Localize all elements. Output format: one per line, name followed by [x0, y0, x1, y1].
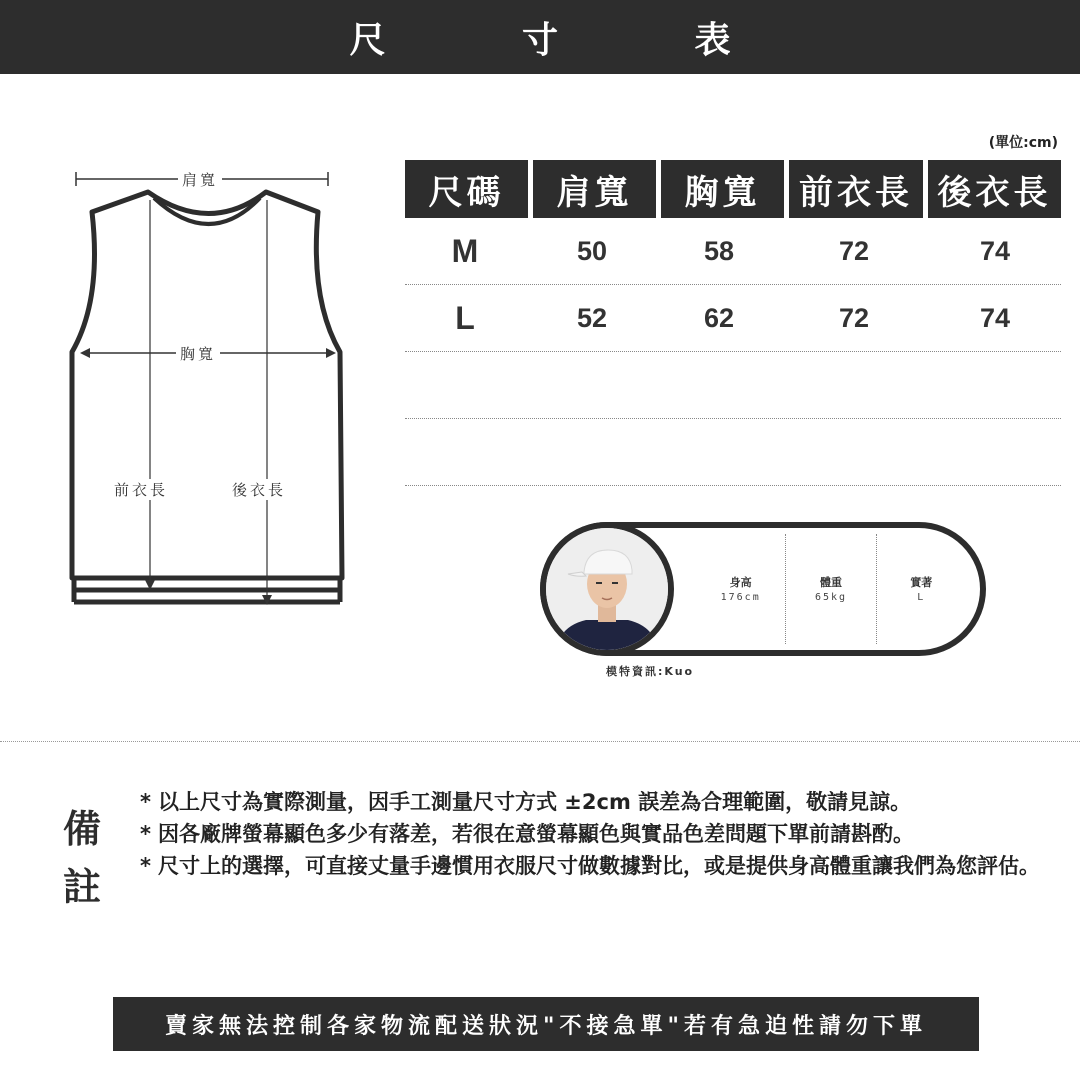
cell-back-length: 74	[979, 302, 1011, 333]
cell-size: L	[455, 299, 475, 336]
asterisk-icon: *	[140, 822, 151, 846]
table-row	[405, 285, 1061, 352]
cell-front-length: 72	[838, 302, 870, 333]
cell-back-length: 74	[979, 235, 1011, 266]
header-back-length: 後衣長	[928, 160, 1061, 218]
model-stats	[696, 534, 966, 644]
chest-label: 胸寬	[176, 343, 220, 364]
asterisk-icon: *	[140, 790, 151, 814]
notes-title	[60, 800, 104, 916]
table-row	[405, 218, 1061, 285]
header-front-length: 前衣長	[789, 160, 923, 218]
model-card	[540, 522, 986, 656]
notes-title-line1: 備	[62, 807, 101, 851]
model-photo-icon	[546, 528, 668, 650]
cell-shoulder: 52	[576, 302, 608, 333]
section-divider	[0, 741, 1080, 742]
tank-top-diagram	[60, 160, 360, 620]
note-text: 因各廠牌螢幕顯色多少有落差，若很在意螢幕顯色與實品色差問題下單前請斟酌。	[158, 822, 914, 846]
stat-weight	[786, 534, 876, 644]
table-row-empty	[405, 352, 1061, 419]
model-avatar	[540, 522, 674, 656]
stat-label: 體重	[819, 576, 842, 589]
notes-title-line2: 註	[62, 865, 101, 909]
stat-value: 65kg	[814, 592, 848, 603]
model-info: 模特資訊:Kuo	[606, 665, 695, 678]
table-header	[405, 160, 1061, 218]
list-item	[140, 818, 1050, 850]
bottom-banner: 賣家無法控制各家物流配送狀況"不接急單"若有急迫性請勿下單	[113, 997, 979, 1051]
cell-shoulder: 50	[576, 235, 608, 266]
stat-label: 實著	[910, 576, 933, 589]
stat-value: L	[917, 592, 926, 603]
cell-size: M	[451, 232, 479, 269]
asterisk-icon: *	[140, 854, 151, 878]
note-text: 以上尺寸為實際測量，因手工測量尺寸方式 ±2cm 誤差為合理範圍，敬請見諒。	[158, 790, 912, 814]
list-item	[140, 786, 1050, 818]
cell-front-length: 72	[838, 235, 870, 266]
note-text: 尺寸上的選擇，可直接丈量手邊慣用衣服尺寸做數據對比，或是提供身高體重讓我們為您評估。	[158, 854, 1040, 878]
stat-height	[696, 534, 786, 644]
notes-list	[140, 786, 1050, 882]
stat-label: 身高	[729, 576, 752, 589]
page-title: 尺 寸 表	[349, 19, 793, 61]
header-size: 尺碼	[405, 160, 528, 218]
table-row-empty	[405, 419, 1061, 486]
header-chest: 胸寬	[661, 160, 784, 218]
back-length-label: 後衣長	[228, 479, 290, 500]
header-bar	[0, 0, 1080, 74]
tank-top-outline	[60, 160, 360, 620]
list-item	[140, 850, 1050, 882]
cell-chest: 62	[703, 302, 735, 333]
stat-fit	[877, 534, 966, 644]
cell-chest: 58	[703, 235, 735, 266]
size-table	[405, 160, 1061, 486]
header-shoulder: 肩寬	[533, 160, 656, 218]
shoulder-label: 肩寬	[178, 169, 222, 190]
front-length-label: 前衣長	[110, 479, 172, 500]
stat-value: 176cm	[720, 592, 761, 603]
unit-note: (單位:cm)	[988, 135, 1058, 151]
